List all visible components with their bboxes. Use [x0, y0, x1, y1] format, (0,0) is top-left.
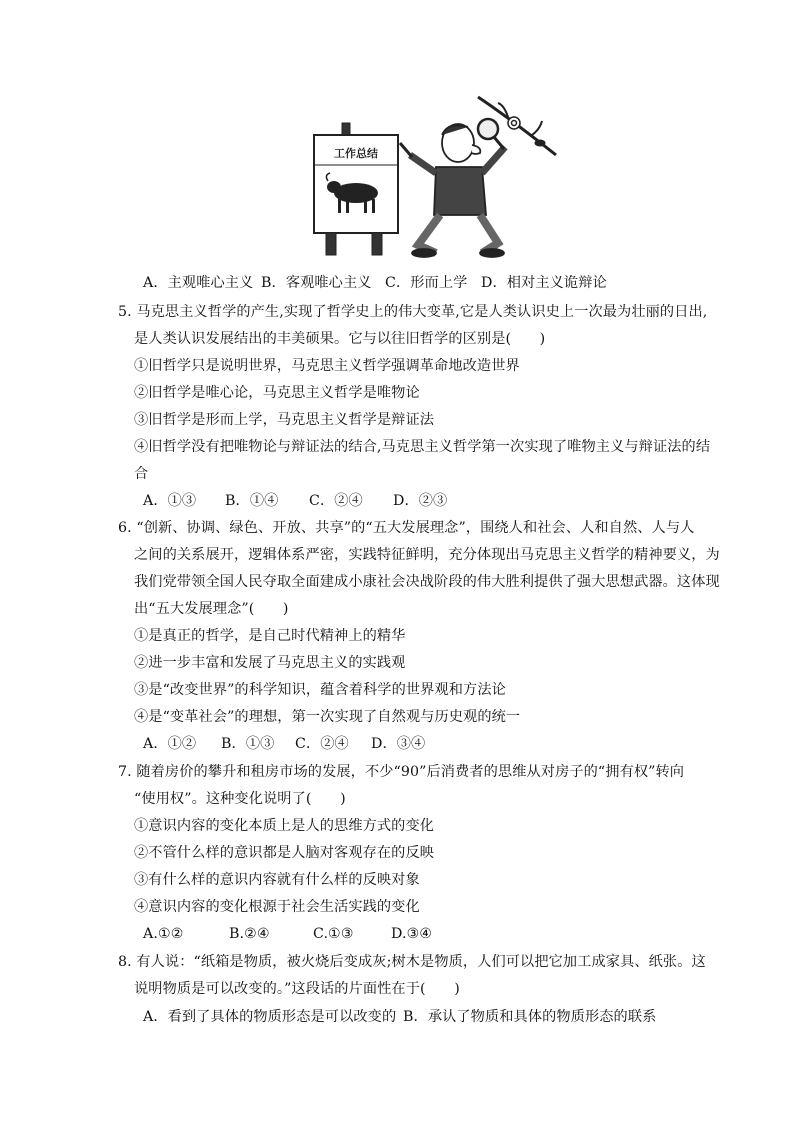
q7-options	[143, 924, 432, 944]
q8-option-b[interactable]: B．承认了物质和具体的物质形态的联系	[403, 1009, 657, 1025]
q6-item-3: ③是“改变世界”的科学知识，蕴含着科学的世界观和方法论	[134, 682, 506, 698]
q4-options	[143, 273, 607, 293]
cartoon-illustration	[300, 95, 560, 263]
q5-stem-line-2: 是人类认识发展结出的丰美硕果。它与以往旧哲学的区别是( )	[134, 331, 546, 347]
q4-option-b[interactable]: B．客观唯心主义	[261, 275, 372, 291]
magnifier-icon	[478, 119, 504, 149]
q5-item-4-cont: 合	[134, 466, 149, 482]
man-icon	[400, 124, 505, 257]
q5-option-c[interactable]: C．②④	[309, 493, 363, 509]
q6-option-a[interactable]: A．①②	[143, 736, 197, 752]
q8-stem-line-2: 说明物质是可以改变的。”这段话的片面性在于( )	[134, 981, 460, 997]
q6-stem-line-3: 我们党带领全国人民夺取全面建成小康社会决战阶段的伟大胜利提供了强大思想武器。这体现	[134, 574, 720, 590]
q5-options	[143, 491, 447, 511]
q8-options	[143, 1007, 656, 1027]
q7-item-4: ④意识内容的变化根源于社会生活实践的变化	[134, 899, 420, 915]
q7-item-2: ②不管什么样的意识都是人脑对客观存在的反映	[134, 845, 435, 861]
q7-item-1: ①意识内容的变化本质上是人的思维方式的变化	[134, 818, 435, 834]
q4-option-a[interactable]: A．主观唯心主义	[143, 275, 254, 291]
q7-option-c[interactable]: C.①③	[313, 926, 354, 942]
q6-stem-line-2: 之间的关系展开，逻辑体系严密，实践特征鲜明，充分体现出马克思主义哲学的精神要义，为	[134, 547, 720, 563]
q5-option-a[interactable]: A．①③	[143, 493, 197, 509]
q7-option-a[interactable]: A.①②	[143, 926, 184, 942]
q6-item-4: ④是“变革社会”的理想，第一次实现了自然观与历史观的统一	[134, 709, 521, 725]
q6-stem-line-4: 出“五大发展理念”( )	[134, 601, 289, 617]
board-title: 工作总结	[334, 147, 378, 160]
q6-stem-line-1: 6. “创新、协调、绿色、开放、共享”的“五大发展理念”，围绕人和社会、人和自然、人与人	[118, 520, 695, 536]
q5-item-3: ③旧哲学是形而上学，马克思主义哲学是辩证法	[134, 412, 435, 428]
q6-option-c[interactable]: C．②④	[295, 736, 349, 752]
q7-option-b[interactable]: B.②④	[229, 926, 270, 942]
q6-options	[143, 734, 425, 754]
q5-option-d[interactable]: D．②③	[393, 493, 448, 509]
q7-stem-line-2: “使用权”。这种变化说明了( )	[134, 791, 346, 807]
q7-option-d[interactable]: D.③④	[391, 926, 433, 942]
q5-item-4: ④旧哲学没有把唯物论与辩证法的结合,马克思主义哲学第一次实现了唯物主义与辩证法的结	[134, 439, 711, 455]
q5-stem-line-1: 5. 马克思主义哲学的产生,实现了哲学史上的伟大变革,它是人类认识史上一次最为壮丽的日出,	[118, 304, 708, 320]
q4-option-d[interactable]: D．相对主义诡辩论	[481, 275, 607, 291]
q6-option-b[interactable]: B．①③	[221, 736, 275, 752]
q5-option-b[interactable]: B．①④	[225, 493, 279, 509]
q6-item-2: ②进一步丰富和发展了马克思主义的实践观	[134, 655, 406, 671]
snail-icon	[508, 117, 520, 129]
q7-item-3: ③有什么样的意识内容就有什么样的反映对象	[134, 872, 420, 888]
q8-stem-line-1: 8. 有人说：“纸箱是物质，被火烧后变成灰;树木是物质，人们可以把它加工成家具、纸张。这	[118, 954, 706, 970]
q8-option-a[interactable]: A．看到了具体的物质形态是可以改变的	[143, 1009, 397, 1025]
q6-item-1: ①是真正的哲学，是自己时代精神上的精华	[134, 628, 406, 644]
q7-stem-line-1: 7. 随着房价的攀升和租房市场的发展，不少“90”后消费者的思维从对房子的“拥有权”转向	[118, 764, 685, 780]
q5-item-1: ①旧哲学只是说明世界，马克思主义哲学强调革命地改造世界	[134, 358, 520, 374]
q6-option-d[interactable]: D．③④	[371, 736, 426, 752]
q4-option-c[interactable]: C．形而上学	[385, 275, 468, 291]
q5-item-2: ②旧哲学是唯心论，马克思主义哲学是唯物论	[134, 385, 420, 401]
